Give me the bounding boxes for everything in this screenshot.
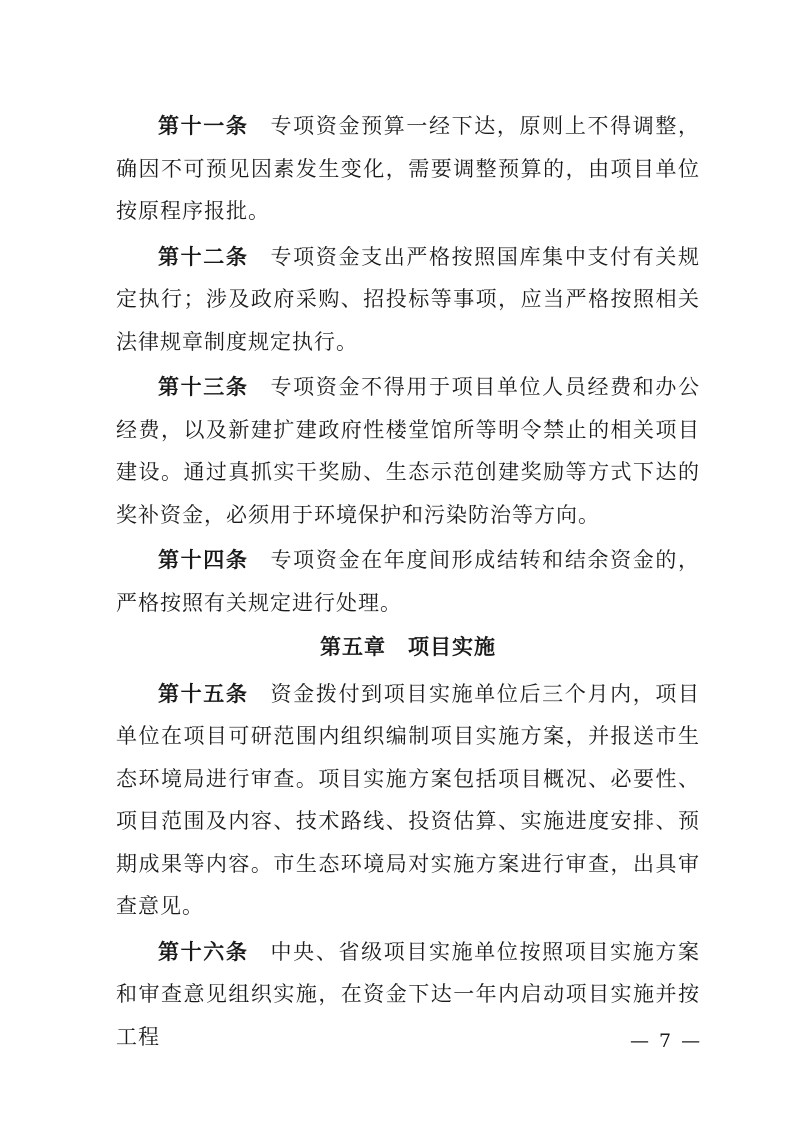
article-text: 专项资金在年度间形成结转和结余资金的，严格按照有关规定进行处理。 bbox=[116, 548, 700, 615]
article-14 bbox=[116, 539, 700, 624]
article-number: 第十一条 bbox=[158, 114, 249, 138]
chapter-number: 第五章 bbox=[320, 635, 386, 659]
article-13 bbox=[116, 366, 700, 536]
article-number: 第十六条 bbox=[158, 939, 249, 964]
article-number: 第十三条 bbox=[158, 375, 249, 399]
article-text: 专项资金支出严格按照国库集中支付有关规定执行；涉及政府采购、招投标等事项，应当严格按照相关法律规章制度规定执行。 bbox=[116, 244, 700, 354]
article-number: 第十五条 bbox=[158, 681, 249, 706]
article-text: 专项资金预算一经下达，原则上不得调整，确因不可预见因素发生变化，需要调整预算的，由项目单位按原程序报批。 bbox=[116, 114, 700, 223]
document-body bbox=[116, 105, 700, 1058]
page-number: — 7 — bbox=[630, 1030, 703, 1052]
article-12 bbox=[116, 236, 700, 364]
chapter-title: 项目实施 bbox=[408, 635, 496, 659]
article-11 bbox=[116, 105, 700, 233]
article-text: 专项资金不得用于项目单位人员经费和办公经费，以及新建扩建政府性楼堂馆所等明令禁止的相关项目建设。通过真抓实干奖励、生态示范创建奖励等方式下达的奖补资金，必须用于环境保护和污染防治等方向。 bbox=[116, 375, 700, 527]
chapter-heading bbox=[116, 626, 700, 669]
article-number: 第十二条 bbox=[158, 244, 249, 269]
article-text: 中央、省级项目实施单位按照项目实施方案和审查意见组织实施，在资金下达一年内启动项目实施并按工程 bbox=[116, 939, 700, 1049]
article-16 bbox=[116, 931, 700, 1059]
article-number: 第十四条 bbox=[158, 548, 249, 572]
article-15 bbox=[116, 673, 700, 928]
article-text: 资金拨付到项目实施单位后三个月内，项目单位在项目可研范围内组织编制项目实施方案，并报送市生态环境局进行审查。项目实施方案包括项目概况、必要性、项目范围及内容、技术路线、投资估算、实施进度安排、预期成果等内容。市生态环境局对实施方案进行审查，出具审查意见。 bbox=[116, 681, 700, 918]
